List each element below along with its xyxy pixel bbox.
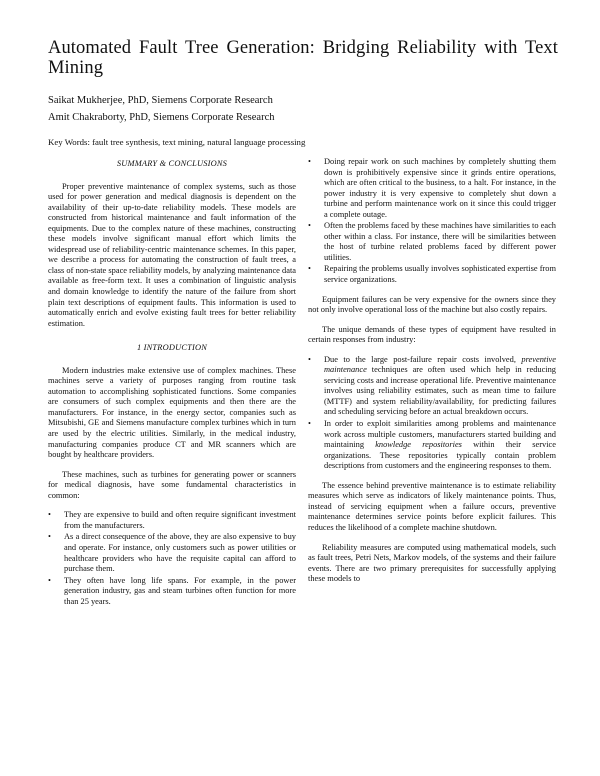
right-column [308, 157, 556, 594]
characteristics-paragraph: These machines, such as turbines for generating power or scanners for medical diagnosis, have some fundamental characteristics in common: [48, 469, 296, 500]
list-item-text: They are expensive to build and often require significant investment from the manufacturers. [64, 510, 296, 530]
list-item-text: As a direct consequence of the above, they are also expensive to buy and operate. For instance, only customers such as power utilities or healthcare providers who have the requisite capital can afford to purchase them. [64, 532, 296, 574]
industry-responses-list [308, 355, 556, 472]
bullet-icon: • [48, 575, 51, 585]
list-item-text: Doing repair work on such machines by completely shutting them down is prohibitively expensive since it grinds entire operations, which are often critical to the business, to a halt. For instance, in the power industry it is very expensive to completely shut down a turbine and perform maintenance work on it since this could trigger a complete outage. [324, 157, 556, 219]
introduction-heading: 1 INTRODUCTION [136, 343, 208, 353]
summary-paragraph: Proper preventive maintenance of complex systems, such as those used for power generation and medical diagnosis is dependent on the availability of their up-to-date reliability models. These models are constructed from historical maintenance and fault information of the equipments. Due to the complex nature of these machines, constructing these models involve significant manual effort which limits the widespread use of reliability-centric maintenance schemes. In this paper, we describe a process for automating the construction of fault trees, a class of non-state space reliability models, by analyzing maintenance data available as free-form text. It uses a combination of linguistic analysis and domain knowledge to identify the nature of the failure from short plain text descriptions of equipment faults. This information is used to automatically enrich and evolve existing fault trees for better reliability estimation. [48, 181, 296, 328]
paper-title: Automated Fault Tree Generation: Bridging Reliability with Text Mining [48, 38, 558, 78]
text-segment: within their service organizations. These repositories typically contain problem descriptions from customers and the engineering responses to them. [324, 440, 556, 471]
author-2: Amit Chakraborty, PhD, Siemens Corporate Research [48, 112, 275, 123]
equipment-failure-paragraph: Equipment failures can be very expensive for the owners since they not only involve operational loss of the machine but also costly repairs. [308, 294, 556, 315]
list-item-text: Often the problems faced by these machines have similarities to each other within a class. For instance, there will be similarities between the host of turbine related problems faced by different power utilities. [324, 221, 556, 262]
author-list [48, 92, 448, 126]
keywords: Key Words: fault tree synthesis, text mining, natural language processing [48, 137, 306, 147]
list-item [308, 419, 556, 472]
list-item-text: They often have long life spans. For example, in the power generation industry, gas and steam turbines often function for more than 25 years. [64, 575, 296, 606]
list-item [308, 221, 556, 263]
bullet-icon: • [308, 354, 311, 364]
reliability-paragraph: Reliability measures are computed using mathematical models, such as fault trees, Petri Nets, Markov models, of the systems and their failure events. There are two primary prerequisites for successfully applying these models to [308, 542, 556, 584]
list-item [308, 264, 556, 285]
list-item [308, 157, 556, 220]
list-item [48, 576, 296, 608]
list-item-text: Repairing the problems usually involves sophisticated expertise from service organizations. [324, 264, 556, 285]
text-segment: techniques are often used which help in reducing servicing costs and increase operational life. Preventive maintenance involves using reliability estimates, such as mean time to failure (MTTF) and system reliability/availability, for predicting failures and scheduling servicing before an actual breakdown occurs. [324, 365, 556, 417]
characteristics-list [48, 510, 296, 607]
text-segment: Due to the large post-failure repair costs involved, [324, 354, 522, 364]
list-item-text [324, 419, 556, 470]
bullet-icon: • [48, 532, 51, 542]
machine-traits-list [308, 157, 556, 286]
bullet-icon: • [308, 221, 311, 231]
list-item [308, 355, 556, 418]
essence-paragraph: The essence behind preventive maintenance is to estimate reliability measures which serve as indicators of likely maintenance points. Thus, instead of servicing equipment when a failure occurs, preventive maintenance determines service points before explicit failures. This reduces the likelihood of a complete machine shutdown. [308, 480, 556, 532]
intro-paragraph: Modern industries make extensive use of complex machines. These machines serve a variety of purposes ranging from routine task automation to accomplishing sophisticated functions. Some companies are consumers of such complex equipments and then there are the manufacturers. For instance, in the energy sector, companies such as Mitsubishi, GE and Siemens manufacture complex turbines which in turn are used by the electric utilities. Similarly, in the medical industry, manufacturing companies produce CT and MR scanners which are bought by healthcare providers. [48, 365, 296, 460]
summary-heading: SUMMARY & CONCLUSIONS [116, 159, 228, 168]
bullet-icon: • [308, 419, 311, 429]
bullet-icon: • [308, 264, 311, 274]
author-1: Saikat Mukherjee, PhD, Siemens Corporate Research [48, 95, 273, 106]
bullet-icon: • [48, 510, 51, 520]
emphasis-text: knowledge repositories [375, 440, 462, 450]
list-item-text [324, 355, 556, 417]
text-segment: In order to exploit similarities among problems and maintenance work across multiple customers, manufacturers started building and maintaining [324, 419, 556, 450]
left-column [48, 157, 296, 616]
emphasis-text: preventive maintenance [324, 354, 556, 375]
list-item [48, 510, 296, 531]
industry-demands-paragraph: The unique demands of these types of equipment have resulted in certain responses from industry: [308, 324, 556, 345]
bullet-icon: • [308, 157, 311, 166]
list-item [48, 532, 296, 574]
